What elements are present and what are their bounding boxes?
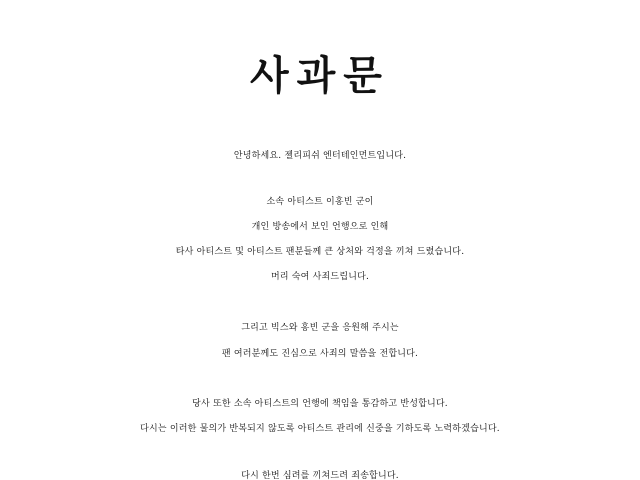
text-line: 다시 한번 심려를 끼쳐드려 죄송합니다. bbox=[241, 471, 399, 480]
text-line: 팬 여러분께도 진심으로 사죄의 말씀을 전합니다. bbox=[221, 349, 419, 359]
text-line: 소속 아티스트 이홍빈 군이 bbox=[266, 197, 374, 207]
text-line: 안녕하세요. 젤리피쉬 엔터테인먼트입니다. bbox=[233, 151, 407, 161]
text-line: 당사 또한 소속 아티스트의 언행에 책임을 통감하고 반성합니다. bbox=[192, 399, 448, 409]
text-line: 개인 방송에서 보인 언행으로 인해 bbox=[251, 222, 389, 232]
text-line: 그리고 빅스와 홍빈 군을 응원해 주시는 bbox=[241, 323, 399, 333]
text-line: 머리 숙여 사죄드립니다. bbox=[270, 272, 370, 282]
text-line: 다시는 이러한 물의가 반복되지 않도록 아티스트 관리에 신중을 기하도록 노력하겠습니다. bbox=[140, 424, 500, 434]
text-line: 타사 아티스트 및 아티스트 팬분들께 큰 상처와 걱정을 끼쳐 드렸습니다. bbox=[175, 247, 465, 257]
document-title: 사과문 bbox=[250, 52, 390, 99]
